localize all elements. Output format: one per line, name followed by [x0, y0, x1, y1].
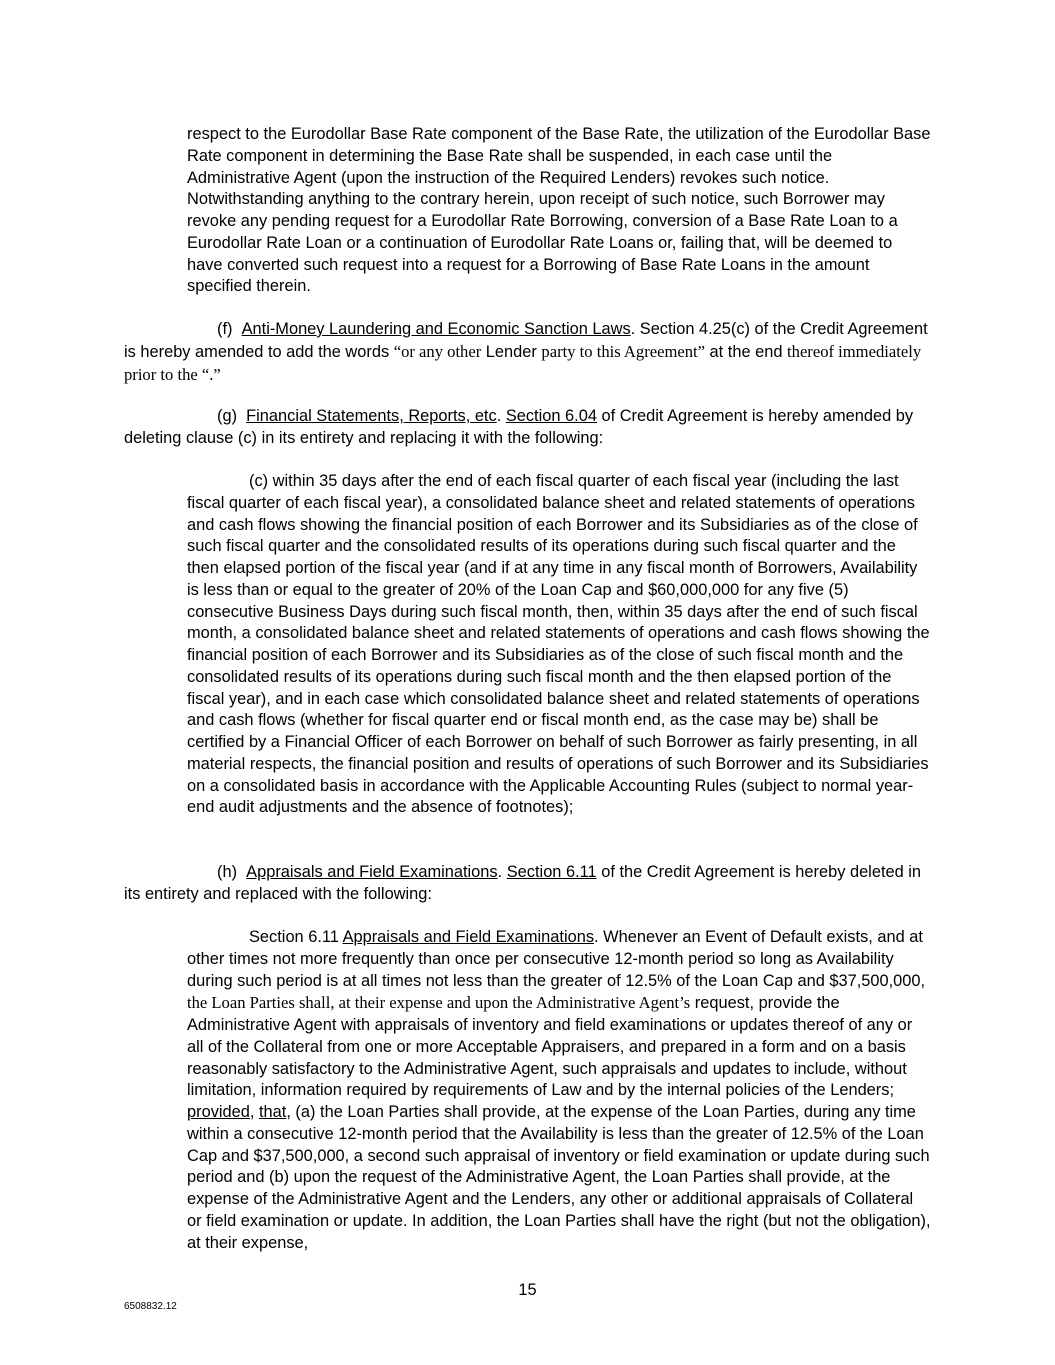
section-h-heading: Appraisals and Field Examinations	[246, 863, 498, 881]
section-6-11-paragraph	[187, 927, 932, 1254]
section-f-text-e: at the end	[705, 342, 788, 361]
section-6-11-text-b: the Loan Parties shall, at their expense and upon the Administrative Agent’s	[187, 993, 691, 1013]
section-6-11-text-d: , (a) the Loan Parties shall provide, at the expense of the Loan Parties, during any time within a consecutive 12-month period that the Availability is less than the greater of 12.5% of the Loan Cap and $37,500,000, a second such appraisal of inventory or field examination or update during such period and (b) upon the request of the Administrative Agent, the Loan Parties shall provide, at the expense of the Administrative Agent and the Lenders, any other or additional appraisals of Collateral or field examination or update. In addition, the Loan Parties shall have the right (but not the obligation), at their expense,	[187, 1103, 931, 1252]
section-f-text-c: Lender	[481, 342, 542, 361]
paragraph-text: respect to the Eurodollar Base Rate component of the Base Rate, the utilization of the Eurodollar Base Rate component in determining the Base Rate shall be suspended, in each case until the Administrative Agent (upon the instruction of the Required Lenders) revokes such notice. Notwithstanding anything to the contrary herein, upon receipt of such notice, such Borrower may revoke any pending request for a Eurodollar Rate Borrowing, conversion of a Base Rate Loan to a Eurodollar Rate Loan or a continuation of Eurodollar Rate Loans or, failing that, will be deemed to have converted such request into a request for a Borrowing of Base Rate Loans in the amount specified therein.	[187, 125, 931, 296]
clause-c-paragraph	[187, 471, 932, 819]
section-h-dot: .	[497, 863, 503, 881]
that-term: that	[258, 1103, 287, 1121]
document-id: 6508832.12	[124, 1301, 177, 1312]
section-f-text-f: thereof immediately prior to the “.”	[124, 341, 922, 384]
section-6-11-text-a: . Whenever an Event of Default exists, and at other times not more frequently than once per consecutive 12-month period so long as Availability during such period is at all times not less than the greater of 12.5% of the Loan Cap and $37,500,000,	[187, 928, 926, 990]
section-h-paragraph	[124, 862, 932, 906]
section-g-marker: (g)	[217, 407, 238, 425]
page-number: 15	[518, 1281, 537, 1299]
section-f-marker: (f)	[217, 320, 233, 338]
provided-comma: ,	[249, 1103, 259, 1121]
provided-term: provided	[187, 1103, 250, 1121]
section-h-marker: (h)	[217, 863, 238, 881]
section-g-paragraph	[124, 406, 932, 450]
section-6-11-lead: Section 6.11	[249, 928, 343, 946]
section-6-11-text-c: request, provide the Administrative Agent with appraisals of inventory and field examinations or updates thereof of any or all of the Collateral from one or more Acceptable Appraisers, and prepared in a form and on a basis reasonably satisfactory to the Administrative Agent, such appraisals and updates to include, without limitation, information required by requirements of Law and by the internal policies of the Lenders;	[187, 994, 913, 1100]
section-f-text-a: . Section 4.25(c) of the Credit Agreement is hereby amended to add the words	[124, 320, 928, 361]
section-h-text: of the Credit Agreement is hereby deleted in its entirety and replaced with the following:	[124, 863, 922, 903]
section-f-heading: Anti-Money Laundering and Economic Sanction Laws	[241, 320, 631, 338]
section-g-reference: Section 6.04	[505, 407, 597, 425]
section-f-text-d: party to this Agreement”	[541, 341, 705, 361]
section-f-paragraph	[124, 319, 932, 386]
section-g-dot: .	[496, 407, 502, 425]
section-g-text: of Credit Agreement is hereby amended by deleting clause (c) in its entirety and replacing it with the following:	[124, 407, 914, 447]
section-6-11-heading: Appraisals and Field Examinations	[342, 928, 595, 946]
section-g-heading: Financial Statements, Reports, etc	[246, 407, 497, 425]
section-f-text-b: “or any other	[393, 341, 482, 361]
section-h-reference: Section 6.11	[506, 863, 597, 881]
paragraph-eurodollar-continuation	[187, 124, 932, 298]
clause-c-text: (c) within 35 days after the end of each fiscal quarter of each fiscal year (including the last fiscal quarter of each fiscal year), a consolidated balance sheet and related statements of operations and cash flows showing the financial position of each Borrower and its Subsidiaries as of the close of such fiscal quarter and the consolidated results of its operations during such fiscal quarter and the then elapsed portion of the fiscal year (and if at any time in any fiscal month of Borrowers, Availability is less than or equal to the greater of 20% of the Loan Cap and $60,000,000 for any five (5) consecutive Business Days during such fiscal month, then, within 35 days after the end of such fiscal month, a consolidated balance sheet and related statements of operations and cash flows showing the financial position of each Borrower and its Subsidiaries as of the close of such fiscal month and the consolidated results of its operations during such fiscal month and the then elapsed portion of the fiscal year), and in each case which consolidated balance sheet and related statements of operations and cash flows (whether for fiscal quarter end or fiscal month end, as the case may be) shall be certified by a Financial Officer of each Borrower on behalf of such Borrower as fairly presenting, in all material respects, the financial position and results of operations of such Borrower and its Subsidiaries on a consolidated basis in accordance with the Applicable Accounting Rules (subject to normal year-end audit adjustments and the absence of footnotes);	[187, 472, 930, 817]
